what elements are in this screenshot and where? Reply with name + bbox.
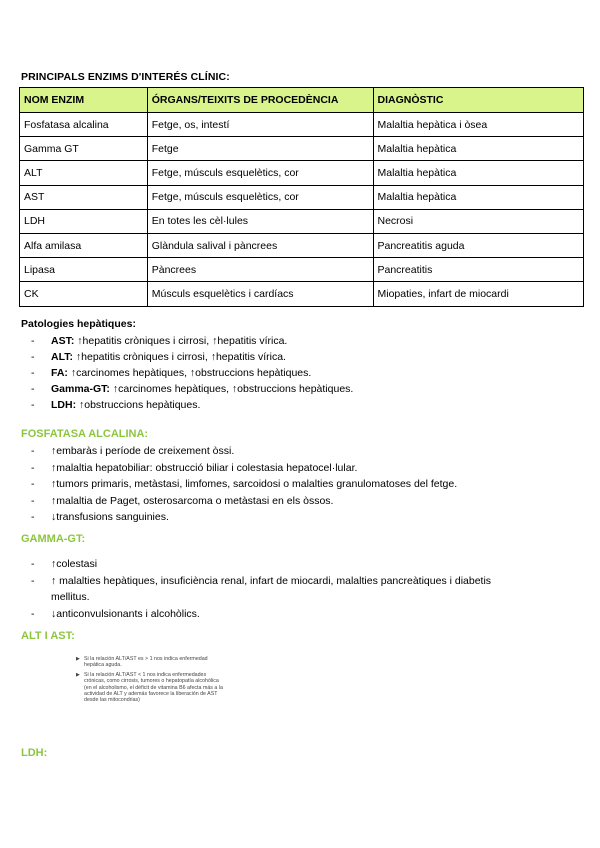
table-row	[20, 185, 584, 209]
table-cell: LDH	[20, 209, 148, 233]
table-row	[20, 282, 584, 306]
table-cell: Gamma GT	[20, 137, 148, 161]
table-cell: Fetge, os, intestí	[147, 113, 373, 137]
list-item	[31, 365, 353, 381]
table-cell: Fosfatasa alcalina	[20, 113, 148, 137]
item-label: AST:	[51, 335, 75, 347]
excerpt-paragraph	[76, 656, 226, 669]
table-cell: Pancreatitis aguda	[373, 233, 584, 257]
alt-ast-excerpt-image	[76, 656, 226, 736]
gamma-heading: GAMMA-GT:	[21, 533, 86, 545]
item-text: ↑hepatitis cròniques i cirrosi, ↑hepatitis vírica.	[72, 351, 286, 363]
hepatic-heading: Patologies hepàtiques:	[21, 318, 136, 330]
table-cell: Fetge, músculs esquelètics, cor	[147, 185, 373, 209]
table-cell: Glàndula salival i pàncrees	[147, 233, 373, 257]
table-cell: Necrosi	[373, 209, 584, 233]
list-item: - ↑malaltia hepatobiliar: obstrucció biliar i colestasia hepatocel·lular.	[31, 460, 457, 477]
enzymes-table	[19, 87, 584, 307]
item-text: ↑hepatitis cròniques i cirrosi, ↑hepatitis vírica.	[74, 335, 288, 347]
item-label: ALT:	[51, 351, 73, 363]
table-row	[20, 113, 584, 137]
list-item: - ↑embaràs i període de creixement òssi.	[31, 443, 457, 460]
table-header-row	[20, 88, 584, 113]
item-text: ↑obstruccions hepàtiques.	[76, 399, 201, 411]
header-diagnostic: DIAGNÒSTIC	[373, 88, 584, 113]
table-cell: Malaltia hepàtica	[373, 185, 584, 209]
table-cell: CK	[20, 282, 148, 306]
table-cell: ALT	[20, 161, 148, 185]
header-organs: ÓRGANS/TEIXITS DE PROCEDÈNCIA	[147, 88, 373, 113]
list-item: - ↓anticonvulsionants i alcohòlics.	[31, 606, 531, 623]
table-cell: Malaltia hepàtica	[373, 161, 584, 185]
list-item: - ↑ malalties hepàtiques, insuficiència renal, infart de miocardi, malalties pancreàtiques i diabetis mellitus.	[31, 573, 531, 606]
table-cell: Fetge, músculs esquelètics, cor	[147, 161, 373, 185]
table-row	[20, 258, 584, 282]
list-item: - ↓transfusions sanguinies.	[31, 509, 457, 526]
item-label: FA:	[51, 367, 68, 379]
list-item	[31, 333, 353, 349]
excerpt-paragraph	[76, 672, 226, 704]
item-text: ↑carcinomes hepàtiques, ↑obstruccions hepàtiques.	[67, 367, 312, 379]
list-item: - ↑tumors primaris, metàstasi, limfomes, sarcoidosi o malalties granulomatoses del fetge.	[31, 476, 457, 493]
alt-ast-heading: ALT I AST:	[21, 630, 75, 642]
header-nom-enzim: NOM ENZIM	[20, 88, 148, 113]
list-item: - ↑malaltia de Paget, osterosarcoma o metàstasi en els òssos.	[31, 493, 457, 510]
table-cell: AST	[20, 185, 148, 209]
table-cell: Lipasa	[20, 258, 148, 282]
item-text: ↑carcinomes hepàtiques, ↑obstruccions hepàtiques.	[109, 383, 354, 395]
table-cell: Malaltia hepàtica	[373, 137, 584, 161]
fosfatasa-heading: FOSFATASA ALCALINA:	[21, 428, 149, 440]
table-cell: Músculs esquelètics i cardíacs	[147, 282, 373, 306]
table-row	[20, 209, 584, 233]
list-item	[31, 349, 353, 365]
gamma-list	[31, 556, 531, 622]
table-cell: Fetge	[147, 137, 373, 161]
table-cell: En totes les cèl·lules	[147, 209, 373, 233]
excerpt-text: Si la relación ALT/AST es > 1 nos indica enfermedad hepática aguda.	[84, 656, 208, 669]
table-row	[20, 137, 584, 161]
table-cell: Malaltia hepàtica i òsea	[373, 113, 584, 137]
table-row	[20, 233, 584, 257]
hepatic-list	[31, 333, 353, 413]
table-cell: Pancreatitis	[373, 258, 584, 282]
item-label: LDH:	[51, 399, 77, 411]
ldh-heading: LDH:	[21, 747, 48, 759]
table-cell: Pàncrees	[147, 258, 373, 282]
page-title: PRINCIPALS ENZIMS D'INTERÉS CLÍNIC:	[21, 71, 230, 83]
excerpt-text: Si la relación ALT/AST < 1 nos indica enfermedades crónicas, como cirrosis, tumores o hepatopatía alcohólica (en el alcoholismo, el déficit de vitamina B6 afecta más a la actividad de ALT y además favorece la liberación de AST desde las mitocondrias)	[84, 671, 223, 704]
fosfatasa-list	[31, 443, 457, 526]
item-label: Gamma-GT:	[51, 383, 110, 395]
table-cell: Miopaties, infart de miocardi	[373, 282, 584, 306]
table-cell: Alfa amilasa	[20, 233, 148, 257]
triangle-bullet-icon: ▶	[76, 656, 80, 662]
triangle-bullet-icon: ▶	[76, 671, 80, 678]
list-item: - ↑colestasi	[31, 556, 531, 573]
list-item	[31, 397, 353, 413]
table-row	[20, 161, 584, 185]
list-item	[31, 381, 353, 397]
